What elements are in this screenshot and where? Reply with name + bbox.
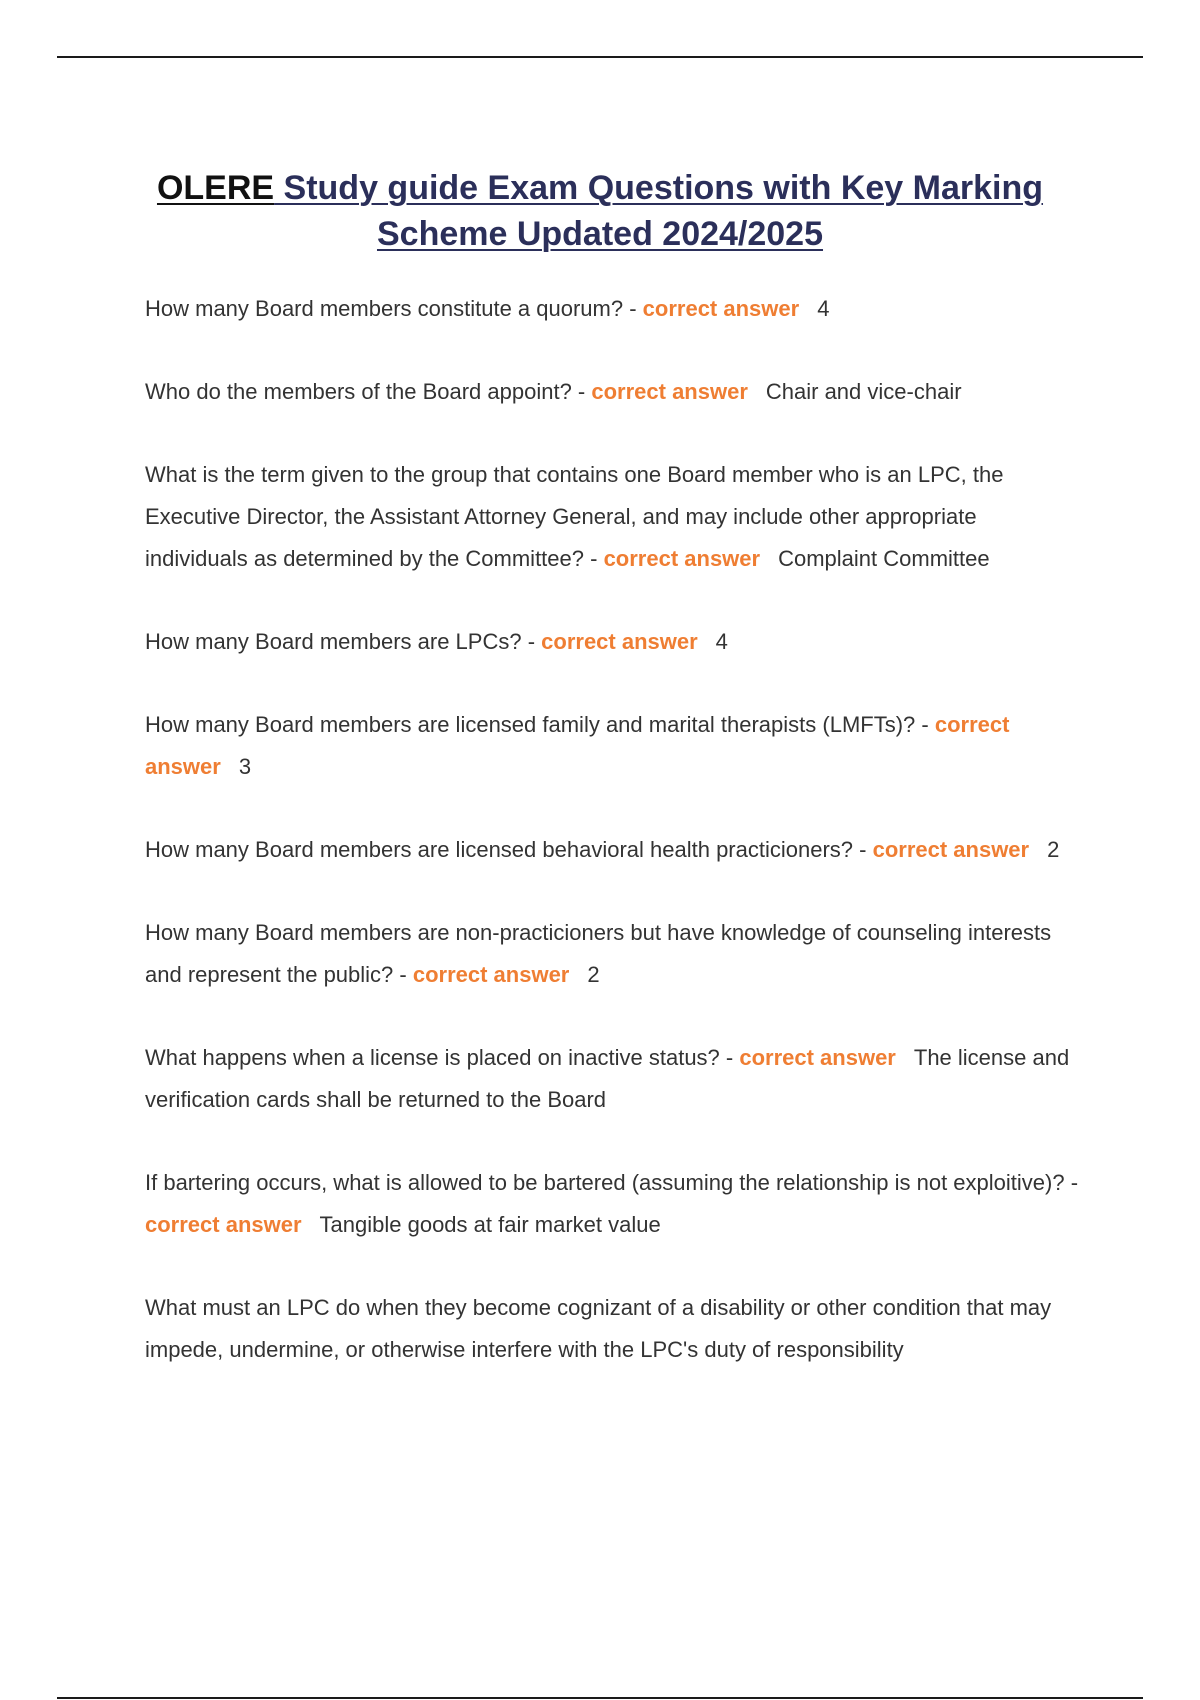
question-text: How many Board members constitute a quorum? -	[145, 296, 643, 321]
title-rest: Study guide Exam Questions with Key Marking Scheme Updated 2024/2025	[274, 168, 1044, 253]
question-text: Who do the members of the Board appoint? -	[145, 379, 592, 404]
qa-item	[145, 621, 1085, 663]
question-text: How many Board members are licensed behavioral health practicioners? -	[145, 837, 873, 862]
question-text: How many Board members are licensed family and marital therapists (LMFTs)? -	[145, 712, 935, 737]
answer-label: correct answer	[145, 712, 1010, 779]
qa-item	[145, 454, 1085, 580]
answer-label: correct answer	[603, 546, 761, 571]
qa-item	[145, 1037, 1085, 1121]
answer-text: The license and verification cards shall be returned to the Board	[145, 1045, 1070, 1112]
answer-text: 4	[715, 629, 728, 654]
answer-label: correct answer	[739, 1045, 896, 1070]
answer-label: correct answer	[412, 962, 570, 987]
top-rule	[57, 56, 1143, 58]
question-text: How many Board members are non-practicioners but have knowledge of counseling interests and represent the public? -	[145, 920, 1052, 987]
answer-label: correct answer	[145, 1212, 302, 1237]
title-brand: OLERE	[156, 168, 275, 207]
qa-item	[145, 829, 1085, 871]
qa-item	[145, 1162, 1085, 1246]
answer-label: correct answer	[642, 296, 800, 321]
answer-text: Complaint Committee	[778, 546, 990, 571]
question-text: What happens when a license is placed on inactive status? -	[145, 1045, 740, 1070]
qa-item	[145, 371, 1085, 413]
qa-item	[145, 704, 1085, 788]
bottom-rule	[57, 1697, 1143, 1699]
answer-label: correct answer	[591, 379, 748, 404]
answer-text: 2	[1047, 837, 1060, 862]
answer-text: 2	[587, 962, 600, 987]
answer-text: 3	[238, 754, 252, 779]
answer-text: Tangible goods at fair market value	[319, 1212, 661, 1237]
answer-label: correct answer	[541, 629, 698, 654]
qa-item	[145, 1287, 1085, 1371]
question-text: If bartering occurs, what is allowed to be bartered (assuming the relationship is not exploitive)? -	[145, 1170, 1079, 1195]
document-title	[120, 165, 1080, 257]
qa-item	[145, 912, 1085, 996]
question-text: What must an LPC do when they become cognizant of a disability or other condition that may impede, undermine, or otherwise interfere with the LPC's duty of responsibility	[145, 1295, 1052, 1362]
answer-label: correct answer	[872, 837, 1030, 862]
answer-text: 4	[817, 296, 830, 321]
qa-item	[145, 288, 1085, 330]
question-text: What is the term given to the group that contains one Board member who is an LPC, the Executive Director, the Assistant Attorney General, and may include other appropriate individuals as determined by the Committee? -	[145, 462, 1004, 571]
question-text: How many Board members are LPCs? -	[145, 629, 542, 654]
qa-list	[145, 288, 1085, 1412]
answer-text: Chair and vice-chair	[765, 379, 962, 404]
